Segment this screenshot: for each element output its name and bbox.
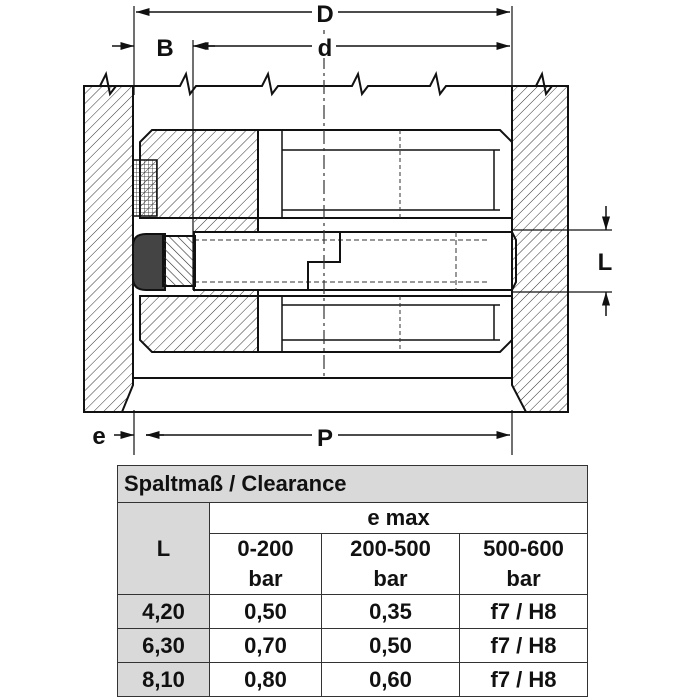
backup-ring [133, 160, 157, 216]
table-row [118, 663, 588, 697]
seal-energizer [163, 236, 195, 286]
label-L: L [597, 249, 613, 276]
header-e-max: e max [210, 503, 588, 534]
label-d: d [317, 35, 333, 62]
cell-value: 0,60 [322, 663, 460, 697]
header-L: L [118, 503, 210, 595]
cell-L: 6,30 [118, 629, 210, 663]
cell-value: 0,50 [210, 595, 322, 629]
cell-value: f7 / H8 [460, 629, 588, 663]
header-pressure-range: 200-500 bar [322, 534, 460, 595]
cell-value: 0,70 [210, 629, 322, 663]
cell-value: 0,50 [322, 629, 460, 663]
table-row [118, 595, 588, 629]
seal-ring [133, 234, 165, 290]
table-title: Spaltmaß / Clearance [118, 466, 588, 503]
break-line-top [84, 74, 568, 94]
piston-lower-land [140, 296, 258, 352]
label-P: P [316, 425, 334, 452]
cell-L: 8,10 [118, 663, 210, 697]
label-D: D [316, 1, 334, 28]
housing-right-wall [512, 86, 568, 412]
housing-left-wall [84, 86, 133, 412]
cell-value: f7 / H8 [460, 663, 588, 697]
cell-value: 0,35 [322, 595, 460, 629]
clearance-table [117, 465, 588, 697]
label-B: B [156, 35, 174, 62]
header-pressure-range: 0-200 bar [210, 534, 322, 595]
cell-value: 0,80 [210, 663, 322, 697]
cell-L: 4,20 [118, 595, 210, 629]
header-pressure-range: 500-600 bar [460, 534, 588, 595]
groove-band [194, 232, 512, 290]
cell-value: f7 / H8 [460, 595, 588, 629]
rod-outline [258, 130, 512, 218]
label-e: e [92, 423, 106, 450]
table-row [118, 629, 588, 663]
